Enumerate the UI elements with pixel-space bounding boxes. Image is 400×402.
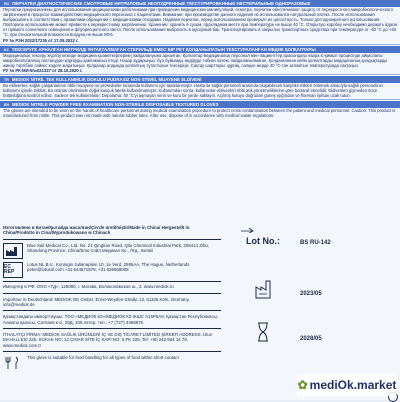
divider <box>0 99 400 100</box>
section-kz <box>0 46 400 73</box>
brand-watermark: ✿ mediOk.market <box>297 374 397 396</box>
divider <box>3 310 221 311</box>
lang-badge-tr: TR <box>4 78 9 83</box>
divider <box>3 293 221 294</box>
food-safe-icon <box>3 355 23 371</box>
manufacturer-row <box>3 243 221 259</box>
hourglass-icon <box>255 321 271 343</box>
section-header: KZ ТЕКСЕРУГЕ АРНАЛҒАН НИТРИЛДІ ҰНТАҚТАЛМАҒАН СТЕРИЛЬДІ ЕМЕС БІР РЕТ ҚОЛДАНЫЛАТЫН ТЕКСТУРАЛАНҒАН МЕДИК ҚОЛҚАПТАРЫ <box>0 46 400 53</box>
ec-rep-icon: EC REP <box>3 262 23 278</box>
manufacture-date: 2023/05 <box>300 291 322 297</box>
lang-badge-en: EN <box>4 103 9 108</box>
section-header: RU ПЕРЧАТКИ ДИАГНОСТИЧЕСКИЕ СМОТРОВЫЕ НИТРИЛОВЫЕ НЕОПУДРЕННЫЕ ТЕКСТУРИРОВАННЫЕ НЕСТЕРИЛЬНЫЕ ОДНОРАЗОВЫЕ <box>0 0 400 7</box>
section-tr <box>0 76 400 98</box>
divider <box>0 74 400 75</box>
lot-value: BS RU-142 <box>300 240 331 246</box>
section-header: TR MEDIOK NİTRİL TEK KULLANIMLIK DOKULU PUDRASIZ NON STERİL MUAYENE ELDİVENİ <box>0 76 400 83</box>
divider <box>3 281 221 282</box>
manufacturer-info <box>3 225 221 374</box>
importer-kz: Қазақстандағы импорттаушы: ТОО «МЕДИОК КЗ»/МЕДИОК КЗ ЖШС A15P5A8, Қазақстан Республикасы, Алматы қаласы, Сатпаев к-сі, 29Д, 105 пәтер, тел.: +7 (727) 3458875 <box>3 314 219 325</box>
made-in-text: Изготовлено в Китае/Қытайда жасалған/Çin'de üretilmiştir/Made in China/ Hergestellt in China/Prodotto in Cina/Wyprodukowano w Chinach <box>3 225 190 236</box>
registration: РУ № РЗН 2022/17235 от 17.05.2022 г. <box>3 37 79 43</box>
manufacturer-text: Blue Sail Medical Co., Ltd. No. 21 Qingtian Road, Qilu Chemical Industrial Park, 255414 Zibo, Shandong Province, China/Блю Сэйл Медикал Ко., Лтд., Китай <box>27 242 210 254</box>
importer-tr: İTHALATÇI FİRMA: MEDIOK SAĞLIK ÜRÜNLERİ İÇ VE DIŞ TİCARET LİMİTED ŞİRKETİ ADDRESS: Ulus MAHALLESİ 225. SOKAK NO: 12 ÇINAR SİTE İÇ KAPI NO: 5 FK 226, Tel: +90 242 504 14 78, www.mediok.com.tr <box>3 331 212 348</box>
section-ru <box>0 0 400 43</box>
ec-rep-row <box>3 262 221 278</box>
arrow-icon <box>240 225 256 233</box>
section-body: The gloves are intended to be worn on the hands of healthcare personnel during medical examination procedure to protect cross contamination between the patient and medical personnel. Caution: This product is manufactured from nitrile. This product was not made with natural rubber latex. After use, dispose of in accordance with medical waste regulations. <box>3 108 396 119</box>
manufacture-date-icon <box>254 277 274 299</box>
food-safe-text: This glove is suitable for food handling for all types of food within short contact <box>27 354 179 360</box>
divider <box>3 351 221 352</box>
importer-ru: Импортер в РФ: ООО «ТД», 125080, г. Москва, Волоколамское ш., 2. www.mediok.ru <box>3 284 174 290</box>
divider <box>3 239 221 240</box>
food-safe-row <box>3 355 221 371</box>
section-body: Перчатки предназначены для использования медицинскими работниками при проведении медицинских манипуляций, осмотра; перчатки обеспечивают защиту от перекрестного микробиологического загрязнения в процессе взаимодействия медицинского персонала с пациентами. Внимание: при производстве данного изделия не использовался натуральный латекс. После использования выбрасывать в соответствии с правилами обращения с медицинскими отходами. Надевая перчатки, перед использованием проверьте их целостность. Только для однократного использования. Повторное использование может привести к перекрестному загрязнению. Хранение: хранить в сухом, прохладном месте при температуре не выше 40 °С. Открытую коробку необходимо держать вдали от прямого солнечного освещения и флуоресцентного света. После использования выбросить в мусорный бак. Транспортировать в закрытых транспортных средствах при температуре от -50 °С до +40 °С, при относительной влажности воздуха не выше 80%. РУ № РЗН 2022/17235 от 17.05.2022 г. <box>3 7 397 43</box>
expiry-date: 2028/05 <box>300 336 322 342</box>
factory-icon <box>3 243 23 259</box>
registration: РУ № РК-МИ-5№021337 от 28.10.2020 г. <box>3 67 83 73</box>
section-body: Медициналық тексеру жүргізу кезінде медицина қызметкерлерінің пайдалануына арналған. Қолғаптар медициналық персонал мен пациенттер арасындағы өзара іс-қимыл процесінде айқаспалы микробиологиялық ластанудан қорғауды қамтамасыз етеді. Назар аударыңыз: бұл бұйымды өндіруде табиғи латекс пайдаланылмаған. Қолданғаннан кейін қолғаптарды медициналық қалдықтарды жинау тәртібіне сәйкес кәдеге жаратыңыз. Қолданар алдында қолғаптың тұтастығын тексеріңіз. Сақтау шарттары: құрғақ, салқын жерде 40 °С-тан аспайтын температурада сақтаңыз. РУ № РК-МИ-5№021337 от 28.10.2020 г. <box>0 53 400 73</box>
leaf-logo-icon: ✿ <box>297 378 308 392</box>
section-header: EN MEDIOK NITRILE POWDER FREE EXAMINATION NON-STERILE DISPOSABLE TEXTURED GLOVES <box>0 101 400 108</box>
divider <box>3 328 221 329</box>
section-body: Bu eldivenler, sağlık çalışanlarının tıbbi muayene ve prosedürler sırasında kullanımı için tasarlanmıştır. Hasta ile sağlık personeli arasında oluşabilecek karşılıklı riskleri önlemek amacıyla sağlık personelinin kullanımı içindir. Dikkat: Bu ürünün üretiminde doğal kauçuk lateks kullanılmamıştır. Kullanımdan sonra, kullanıcılar eldivenleri tıbbi atık yönetmeliklerine göre bertaraf etmelidir. Eldivenleri giymeden önce bütünlüğünü kontrol ediniz. Sadece tek kullanımlıktır. Depolama: 40 °C'yi aşmayan serin ve kuru bir yerde saklayın. Açılmış kutuyu doğrudan güneş ışığından ve floresan ışıktan uzak tutun. <box>3 83 383 99</box>
ec-rep-text: Lotus NL B.V., Koningin Julianaplein 10, 1e Verd, 2595AA, The Hague, Netherlands peter@lotusnl.com +31 644571879, +31 626669008 <box>27 261 190 273</box>
section-en <box>0 101 400 118</box>
lot-label: Lot No.: <box>246 236 280 246</box>
lang-badge-ru: RU <box>4 2 10 6</box>
importer-de: Importeur in Deutschland: MEDIOK DE GmbH, Ernst-Weyden-Straße 13, 51105 Köln, Germany. info@mediok.de <box>3 296 190 308</box>
lang-badge-kz: KZ <box>4 47 9 52</box>
divider <box>0 44 400 45</box>
